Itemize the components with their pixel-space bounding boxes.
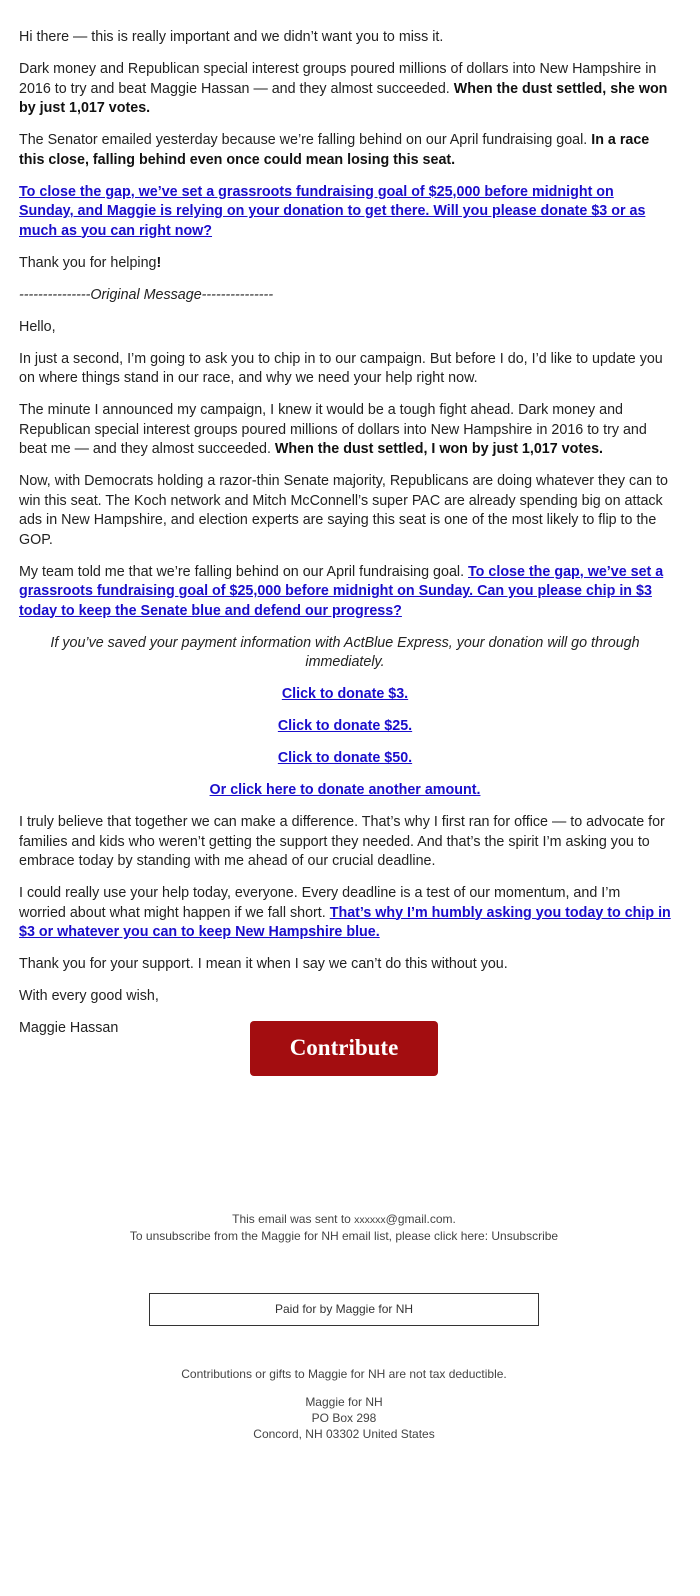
letter-paragraph-6 — [19, 884, 671, 943]
donate-goal-link[interactable]: To close the gap, we’ve set a grassroots fundraising goal of $25,000 before midnight on Sunday, and Maggie is relying on your donation to get there. Will you please donate $3 or as much as you can right now? — [19, 183, 646, 239]
sent-to-prefix: This email was sent to — [232, 1212, 355, 1226]
greeting: Hi there — this is really important and we didn’t want you to miss it. — [19, 29, 444, 45]
intro-p2-text: The Senator emailed yesterday because we’re falling behind on our April fundraising goal. — [19, 132, 592, 148]
intro-paragraph-1 — [19, 60, 671, 119]
footer-sent-to — [0, 1211, 688, 1244]
address-po-box: PO Box 298 — [311, 1411, 377, 1425]
actblue-express-note: If you’ve saved your payment information with ActBlue Express, your donation will go through immediately. — [50, 634, 640, 670]
letter-p4-text: My team told me that we’re falling behind on our April fundraising goal. — [19, 563, 469, 580]
letter-p2-text: The minute I announced my campaign, I knew it would be a tough fight ahead. Dark money and Republican special interest groups poured millions of dollars into New Hampshire in 2016 to try and beat me — and they almost succeeded. — [19, 402, 647, 457]
intro-p1-text: Dark money and Republican special interest groups poured millions of dollars into New Hampshire in 2016 to try and beat Maggie Hassan — and they almost succeeded. — [19, 61, 657, 97]
letter-paragraph-4 — [19, 563, 671, 622]
tax-note: Contributions or gifts to Maggie for NH are not tax deductible. — [181, 1367, 507, 1381]
address-name: Maggie for NH — [305, 1395, 383, 1409]
keep-nh-blue-link[interactable]: That’s why I’m humbly asking you today to chip in $3 or whatever you can to keep New Hampshire blue. — [19, 904, 671, 940]
signature: Maggie Hassan — [19, 1020, 119, 1036]
donate-other-line — [19, 781, 671, 801]
letter-paragraph-7: Thank you for your support. I mean it when I say we can’t do this without you. — [19, 956, 508, 972]
paid-for-box: Paid for by Maggie for NH — [149, 1293, 539, 1326]
letter-p2-bold: When the dust settled, I won by just 1,017 votes. — [274, 441, 604, 457]
address-city: Concord, NH 03302 United States — [253, 1427, 435, 1441]
thank-you-line — [19, 254, 671, 274]
donate-50-line — [19, 749, 671, 769]
thank-you-text: Thank you for helping — [19, 254, 157, 271]
donate-25-link[interactable]: Click to donate $25. — [277, 718, 413, 734]
unsubscribe-line — [0, 1228, 688, 1244]
unsubscribe-text: To unsubscribe from the Maggie for NH email list, please click here: — [129, 1229, 492, 1243]
intro-paragraph-3 — [19, 183, 671, 242]
intro-p1-bold: When the dust settled, she won by just 1,017 votes. — [19, 80, 668, 116]
donate-3-line — [19, 685, 671, 705]
intro-paragraph-2 — [19, 131, 671, 170]
letter-paragraph-2 — [19, 401, 671, 460]
donate-50-link[interactable]: Click to donate $50. — [277, 750, 413, 766]
mailing-address — [0, 1394, 688, 1442]
sent-to-domain: @gmail.com. — [385, 1212, 456, 1226]
letter-paragraph-1: In just a second, I’m going to ask you to chip in to our campaign. But before I do, I’d like to update you on where things stand in our race, and why we need your help right now. — [19, 350, 663, 386]
donate-3-link[interactable]: Click to donate $3. — [281, 686, 409, 702]
email-body — [19, 28, 671, 1051]
letter-paragraph-3: Now, with Democrats holding a razor-thin Senate majority, Republicans are doing whatever they can to win this seat. The Koch network and Mitch McConnell’s super PAC are already spending big on attack ads in New Hampshire, and election experts are saying this seat is one of the most likely to flip to the GOP. — [19, 473, 668, 548]
chip-in-link[interactable]: To close the gap, we’ve set a grassroots fundraising goal of $25,000 before midnight on Sunday. Can you please chip in $3 today to keep the Senate blue and defend our progress? — [19, 563, 664, 619]
letter-hello: Hello, — [19, 318, 56, 335]
donate-25-line — [19, 717, 671, 737]
original-message-header: ---------------Original Message--------------- — [19, 286, 274, 303]
letter-paragraph-5: I truly believe that together we can make a difference. That’s why I first ran for office — to advocate for families and kids who weren’t getting the support they needed. And that’s the spirit I’m asking you to embrace today by standing with me ahead of our crucial deadline. — [19, 814, 665, 869]
sent-to-line — [0, 1211, 688, 1228]
contribute-button-wrap — [0, 1021, 688, 1076]
contribute-button[interactable]: Contribute — [250, 1021, 438, 1076]
closing: With every good wish, — [19, 988, 159, 1004]
letter-p6-text: I could really use your help today, everyone. Every deadline is a test of our momentum, and I’m worried about what might happen if we fall short. — [19, 885, 621, 921]
intro-p2-bold: In a race this close, falling behind even once could mean losing this seat. — [19, 132, 650, 168]
sent-to-masked: xxxxxx — [354, 1214, 386, 1226]
unsubscribe-link[interactable]: Unsubscribe — [491, 1229, 559, 1243]
thank-you-exclamation: ! — [156, 254, 162, 271]
donate-other-amount-link[interactable]: Or click here to donate another amount. — [209, 782, 481, 798]
